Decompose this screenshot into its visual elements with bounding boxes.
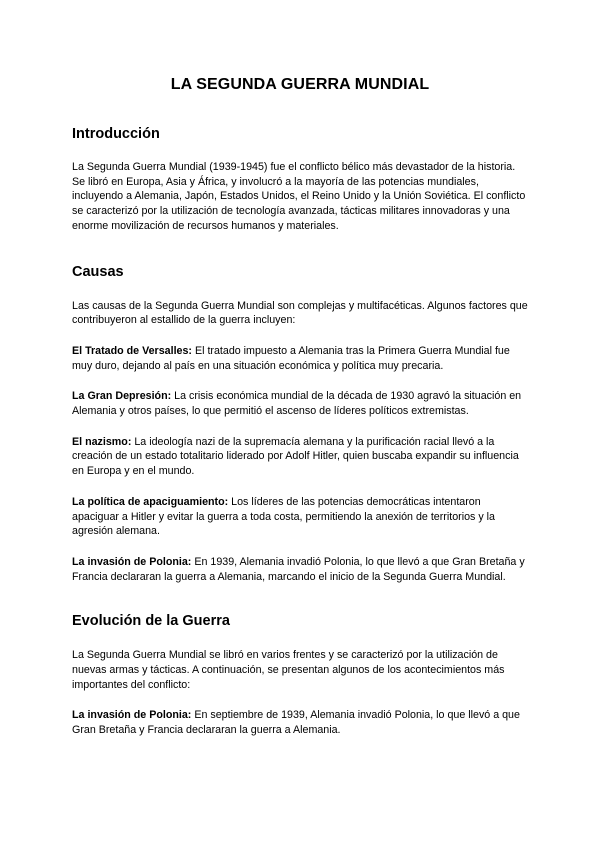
cause-term: La Gran Depresión: — [72, 390, 172, 403]
intro-paragraph: La Segunda Guerra Mundial (1939-1945) fue el conflicto bélico más devastador de la historia. Se libró en Europa, Asia y África, y involucró a la mayoría de las potencias mundiales, incluyendo a Alemania, Japón, Estados Unidos, el Reino Unido y la Unión Soviética. El conflicto se caracterizó por la utilización de tecnología avanzada, tácticas militares innovadoras y una enorme movilización de recursos humanos y materiales. — [72, 161, 526, 232]
cause-term: La invasión de Polonia: — [72, 555, 192, 568]
cause-item — [72, 389, 528, 418]
cause-text: La ideología nazi de la supremacía alemana y la purificación racial llevó a la creación de un estado totalitario liderado por Adolf Hitler, quien buscaba expandir su influencia en Europa y en el mundo. — [72, 435, 519, 478]
cause-term: El nazismo: — [72, 435, 132, 448]
event-term: La invasión de Polonia: — [72, 709, 192, 722]
section-heading-evolucion: Evolución de la Guerra — [72, 613, 230, 630]
causas-paragraph: Las causas de la Segunda Guerra Mundial son complejas y multifacéticas. Algunos factores que contribuyeron al estallido de la guerra incluyen: — [72, 299, 528, 327]
cause-item — [72, 495, 528, 539]
evolucion-paragraph: La Segunda Guerra Mundial se libró en varios frentes y se caracterizó por la utilización de nuevas armas y tácticas. A continuación, se presentan algunos de los acontecimientos más importantes del conflicto: — [72, 649, 505, 691]
event-text: En septiembre de 1939, Alemania invadió Polonia, lo que llevó a que Gran Bretaña y Francia declararan la guerra a Alemania. — [72, 709, 520, 737]
section-heading-causas: Causas — [72, 263, 124, 280]
section-heading-introduccion: Introducción — [72, 126, 160, 142]
cause-text: Los líderes de las potencias democráticas intentaron apaciguar a Hitler y evitar la guerra a toda costa, permitiendo la anexión de territorios y la agresión alemana. — [72, 495, 495, 538]
cause-term: El Tratado de Versalles: — [72, 344, 192, 357]
cause-item — [72, 435, 528, 479]
event-item — [72, 708, 528, 737]
cause-text: La crisis económica mundial de la década de 1930 agravó la situación en Alemania y otros países, lo que permitió el ascenso de líderes políticos extremistas. — [72, 390, 522, 418]
cause-text: El tratado impuesto a Alemania tras la Primera Guerra Mundial fue muy duro, dejando al país en una situación económica y política muy precaria. — [72, 344, 510, 372]
cause-term: La política de apaciguamiento: — [72, 495, 229, 508]
cause-item — [72, 555, 528, 584]
cause-item — [72, 344, 528, 373]
document-title: LA SEGUNDA GUERRA MUNDIAL — [170, 76, 430, 93]
cause-text: En 1939, Alemania invadió Polonia, lo que llevó a que Gran Bretaña y Francia declararan la guerra a Alemania, marcando el inicio de la Segunda Guerra Mundial. — [72, 555, 525, 583]
